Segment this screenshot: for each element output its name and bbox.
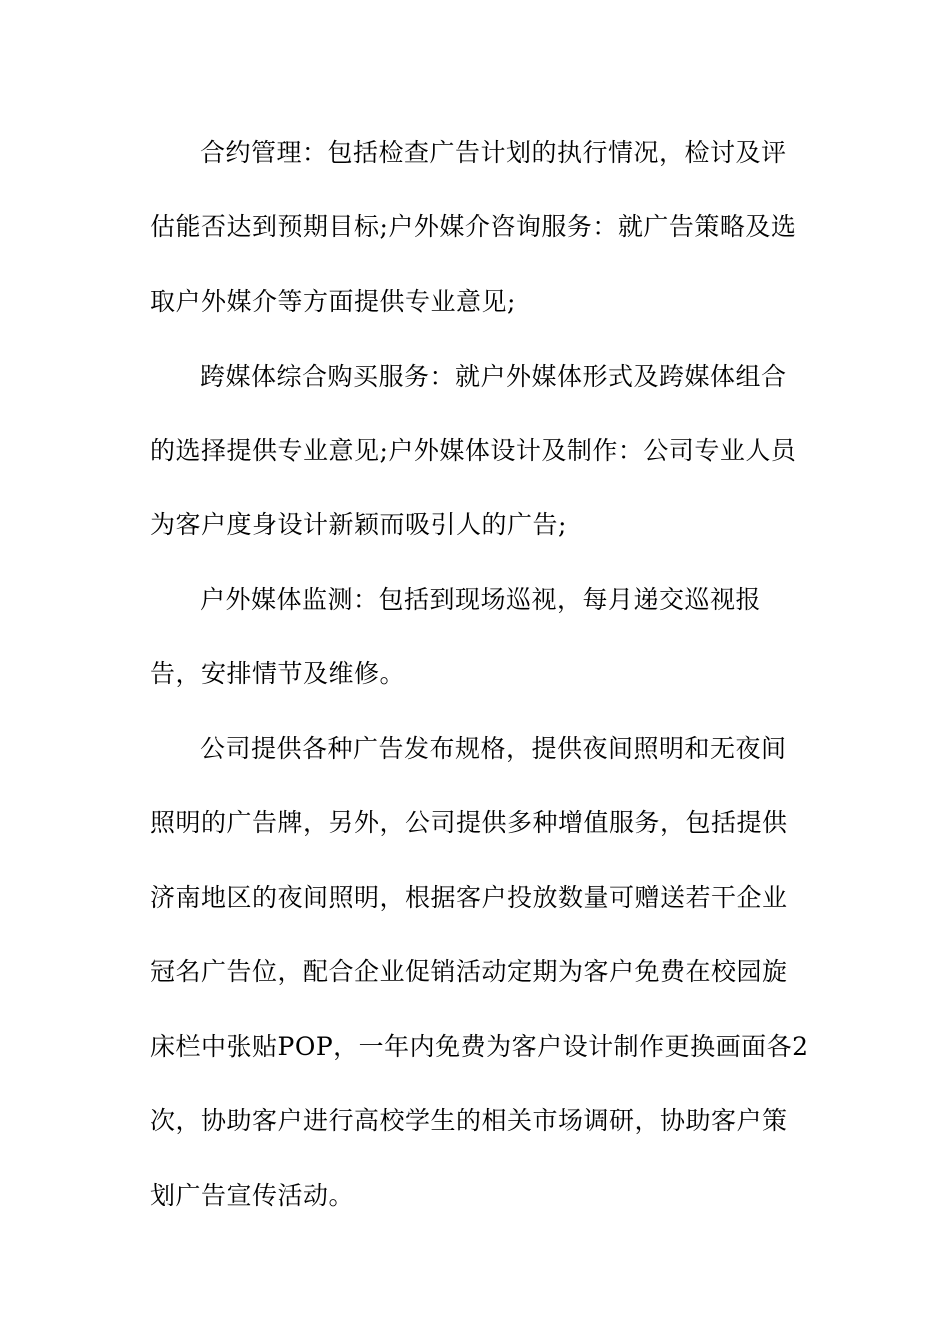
paragraph-4-line-4: 冠名广告位，配合企业促销活动定期为客户免费在校园旋: [150, 957, 788, 986]
paragraph-2-line-2: 的选择提供专业意见;户外媒体设计及制作：公司专业人员: [150, 436, 797, 465]
paragraph-1-line-3: 取户外媒介等方面提供专业意见;: [150, 287, 516, 316]
paragraph-2-line-1: 跨媒体综合购买服务：就户外媒体形式及跨媒体组合: [200, 362, 787, 391]
paragraph-2-line-3: 为客户度身设计新颖而吸引人的广告;: [150, 510, 567, 539]
paragraph-4-line-5: 床栏中张贴POP，一年内免费为客户设计制作更换画面各2: [150, 1032, 809, 1061]
paragraph-4-line-1: 公司提供各种广告发布规格，提供夜间照明和无夜间: [200, 734, 787, 763]
paragraph-3-line-2: 告，安排情节及维修。: [150, 659, 406, 688]
paragraph-1-line-2: 估能否达到预期目标;户外媒介咨询服务：就广告策略及选: [150, 212, 797, 241]
paragraph-4-line-3: 济南地区的夜间照明，根据客户投放数量可赠送若干企业: [150, 883, 788, 912]
paragraph-4-line-7: 划广告宣传活动。: [150, 1181, 355, 1210]
paragraph-3-line-1: 户外媒体监测：包括到现场巡视，每月递交巡视报: [200, 585, 762, 614]
paragraph-4-line-2: 照明的广告牌，另外，公司提供多种增值服务，包括提供: [150, 808, 788, 837]
paragraph-1-line-1: 合约管理：包括检查广告计划的执行情况，检讨及评: [200, 138, 787, 167]
paragraph-4-line-6: 次，协助客户进行高校学生的相关市场调研，协助客户策: [150, 1106, 788, 1135]
